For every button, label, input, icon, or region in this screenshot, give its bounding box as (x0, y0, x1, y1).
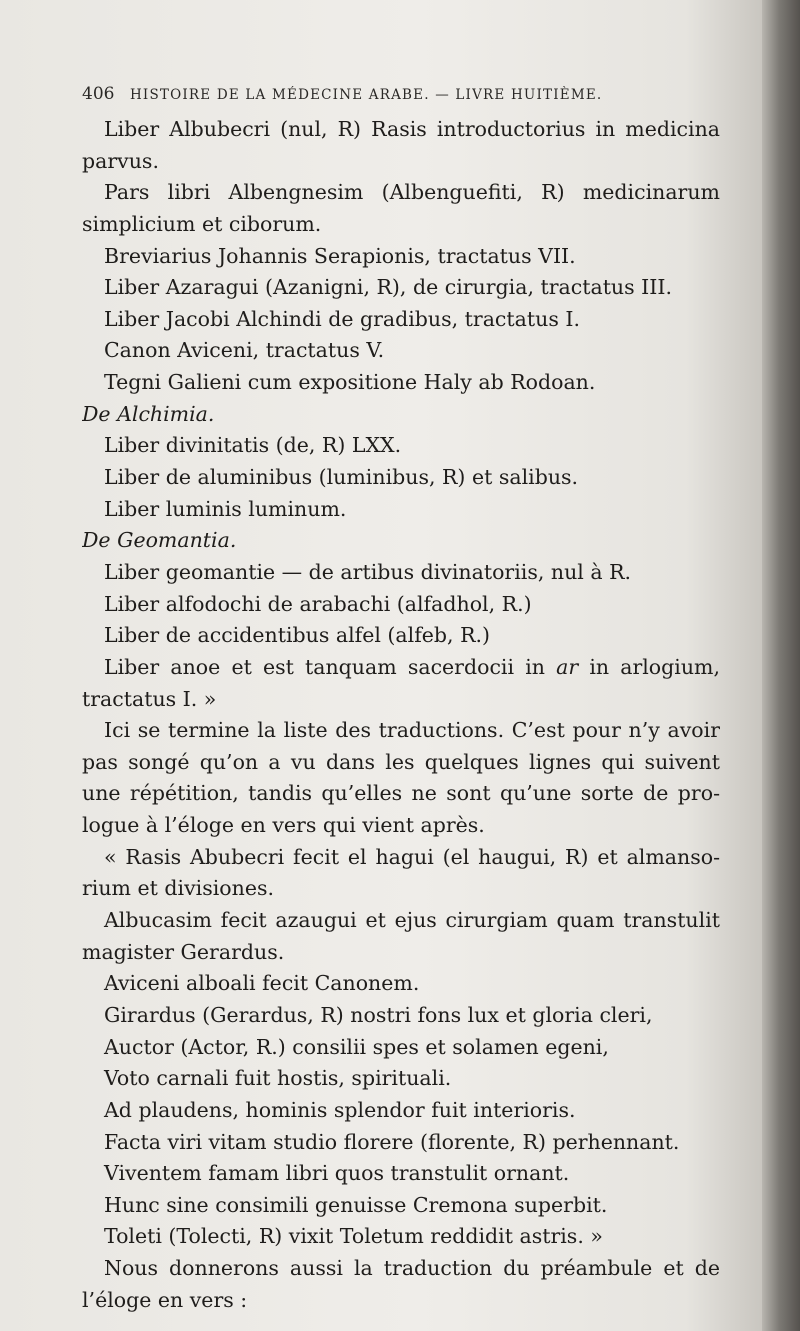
text-line: Liber de accidentibus alfel (alfeb, R.) (104, 623, 491, 648)
text-line: Liber luminis luminum. (104, 496, 347, 521)
text-line: Liber Albubecri (nul, R) Rasis introductorius in medicina (104, 117, 720, 141)
text-line: Pars libri Albengnesim (Albenguefiti, R) medicinarum (104, 180, 720, 205)
body-text (82, 114, 720, 1316)
section-heading: De Alchimia. (82, 401, 215, 426)
text-block (82, 84, 720, 1316)
text-line: parvus. (82, 148, 159, 173)
text-line: Ici se termine la liste des traductions. C’est pour n’y avoir (104, 718, 720, 743)
text-line: tractatus I. » (82, 686, 217, 711)
text-line: Tegni Galieni cum expositione Haly ab Rodoan. (104, 370, 596, 395)
text-line: Liber divinitatis (de, R) LXX. (104, 433, 402, 458)
text-line: Liber Jacobi Alchindi de gradibus, tractatus I. (104, 306, 580, 331)
text-line: Girardus (Gerardus, R) nostri fons lux et gloria cleri, (104, 1002, 653, 1027)
text-line: Voto carnali fuit hostis, spirituali. (104, 1066, 452, 1091)
section-heading: De Geomantia. (82, 528, 237, 553)
text-line: simplicium et ciborum. (82, 211, 322, 236)
text-line: Toleti (Tolecti, R) vixit Toletum reddidit astris. » (104, 1224, 603, 1249)
text-line: Breviarius Johannis Serapionis, tractatus VII. (104, 243, 576, 268)
text-line: Liber alfodochi de arabachi (alfadhol, R.) (104, 591, 532, 616)
text-line: l’éloge en vers : (82, 1287, 248, 1312)
text-line: « Rasis Abubecri fecit el hagui (el haugui, R) et almanso- (104, 844, 720, 869)
running-header (82, 84, 720, 114)
text-line: pas songé qu’on a vu dans les quelques lignes qui suivent (82, 749, 720, 774)
text-line: Liber anoe et est tanquam sacerdocii in ar in arlogium, (104, 654, 720, 679)
text-line: Hunc sine consimili genuisse Cremona superbit. (104, 1192, 608, 1217)
text-line: Canon Aviceni, tractatus V. (104, 338, 385, 363)
text-line: Liber Azaragui (Azanigni, R), de cirurgia, tractatus III. (104, 275, 672, 300)
text-line: Ad plaudens, hominis splendor fuit interioris. (104, 1097, 576, 1122)
running-title: HISTOIRE DE LA MÉDECINE ARABE. — LIVRE HUITIÈME. (129, 87, 603, 103)
book-binding-shadow (762, 0, 800, 1331)
text-line: magister Gerardus. (82, 939, 285, 964)
text-line: une répétition, tandis qu’elles ne sont qu’une sorte de pro- (82, 781, 720, 806)
text-line: Liber de aluminibus (luminibus, R) et salibus. (104, 465, 579, 490)
text-line: Facta viri vitam studio florere (florente, R) perhennant. (104, 1129, 680, 1154)
text-line: Nous donnerons aussi la traduction du préambule et de (104, 1256, 720, 1281)
text-line: logue à l’éloge en vers qui vient après. (82, 813, 485, 838)
text-line: Albucasim fecit azaugui et ejus cirurgiam quam transtulit (104, 908, 720, 933)
text-line: Aviceni alboali fecit Canonem. (104, 971, 420, 996)
text-line: rium et divisiones. (82, 876, 275, 901)
text-line: Liber geomantie — de artibus divinatoriis, nul à R. (104, 559, 632, 584)
page-number: 406 (82, 84, 115, 104)
text-line: Auctor (Actor, R.) consilii spes et solamen egeni, (104, 1034, 609, 1059)
text-line: Viventem famam libri quos transtulit ornant. (104, 1161, 570, 1186)
